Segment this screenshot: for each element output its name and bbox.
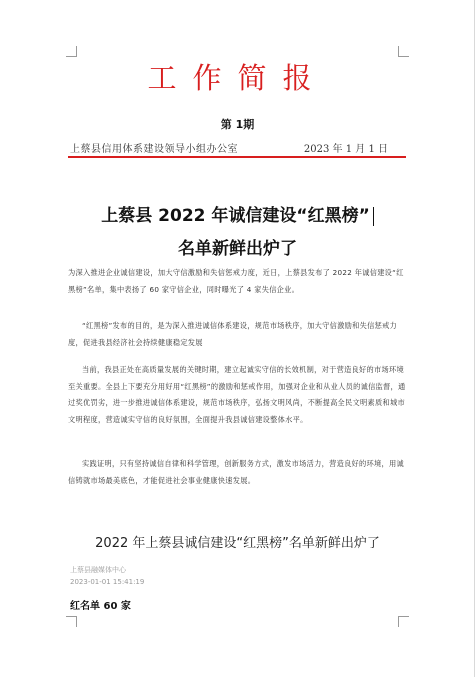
text-cursor [373, 207, 374, 226]
paragraph-text: 实践证明，只有坚持诚信自律和科学管理，创新服务方式，激发市场活力，营造良好的环境，用诚信铸就市场最美底色，才能促进社会事业健康快速发展。 [68, 459, 404, 485]
paragraph-3[interactable] [68, 362, 408, 428]
paragraph-text: “红黑榜”发布的目的，是为深入推进诚信体系建设，规范市场秩序，加大守信激励和失信惩戒力度，促进我县经济社会持续健康稳定发展 [68, 321, 398, 347]
red-divider [68, 156, 406, 158]
issue-number: 第 1期 [220, 118, 255, 131]
headline-line-1-text: 上蔡县 2022 年诚信建设“红黑榜” [101, 206, 370, 226]
headline-line-1[interactable] [0, 201, 475, 226]
publish-date: 2023 年 1 月 1 日 [303, 144, 388, 155]
article-datetime: 2023-01-01 15:41:19 [70, 578, 145, 586]
paragraph-1[interactable] [68, 265, 408, 298]
headline-line-2[interactable]: 名单新鲜出炉了 [178, 239, 297, 259]
paragraph-text: 当前，我县正处在高质量发展的关键时期，建立起诚实守信的长效机制，对于营造良好的市场环境至关重要。全县上下要充分用好用“红黑榜”的激励和惩戒作用，加强对企业和从业人员的诚信监督，通过奖优罚劣，进一步推进诚信体系建设，规范市场秩序，弘扬文明风尚，不断提高全民文明素质和城市文明程度，营造诚实守信的良好氛围，全面提升我县诚信建设整体水平。 [68, 365, 406, 424]
paragraph-2[interactable] [68, 318, 408, 351]
masthead-title: 工作简报 [147, 61, 328, 95]
article-title[interactable]: 2022 年上蔡县诚信建设“红黑榜”名单新鲜出炉了 [95, 536, 380, 551]
paragraph-text: 为深入推进企业诚信建设，加大守信激励和失信惩戒力度，近日，上蔡县发布了 2022 年诚信建设“红黑榜”名单，集中表扬了 60 家守信企业，同时曝光了 4 家失信企业。 [68, 268, 404, 294]
article-source: 上蔡县融媒体中心 [70, 566, 126, 574]
publisher: 上蔡县信用体系建设领导小组办公室 [70, 144, 238, 155]
paragraph-4[interactable] [68, 456, 408, 489]
crop-mark-bottom-right [398, 616, 409, 627]
crop-mark-bottom-left [66, 616, 77, 627]
section-heading[interactable]: 红名单 60 家 [70, 601, 131, 612]
